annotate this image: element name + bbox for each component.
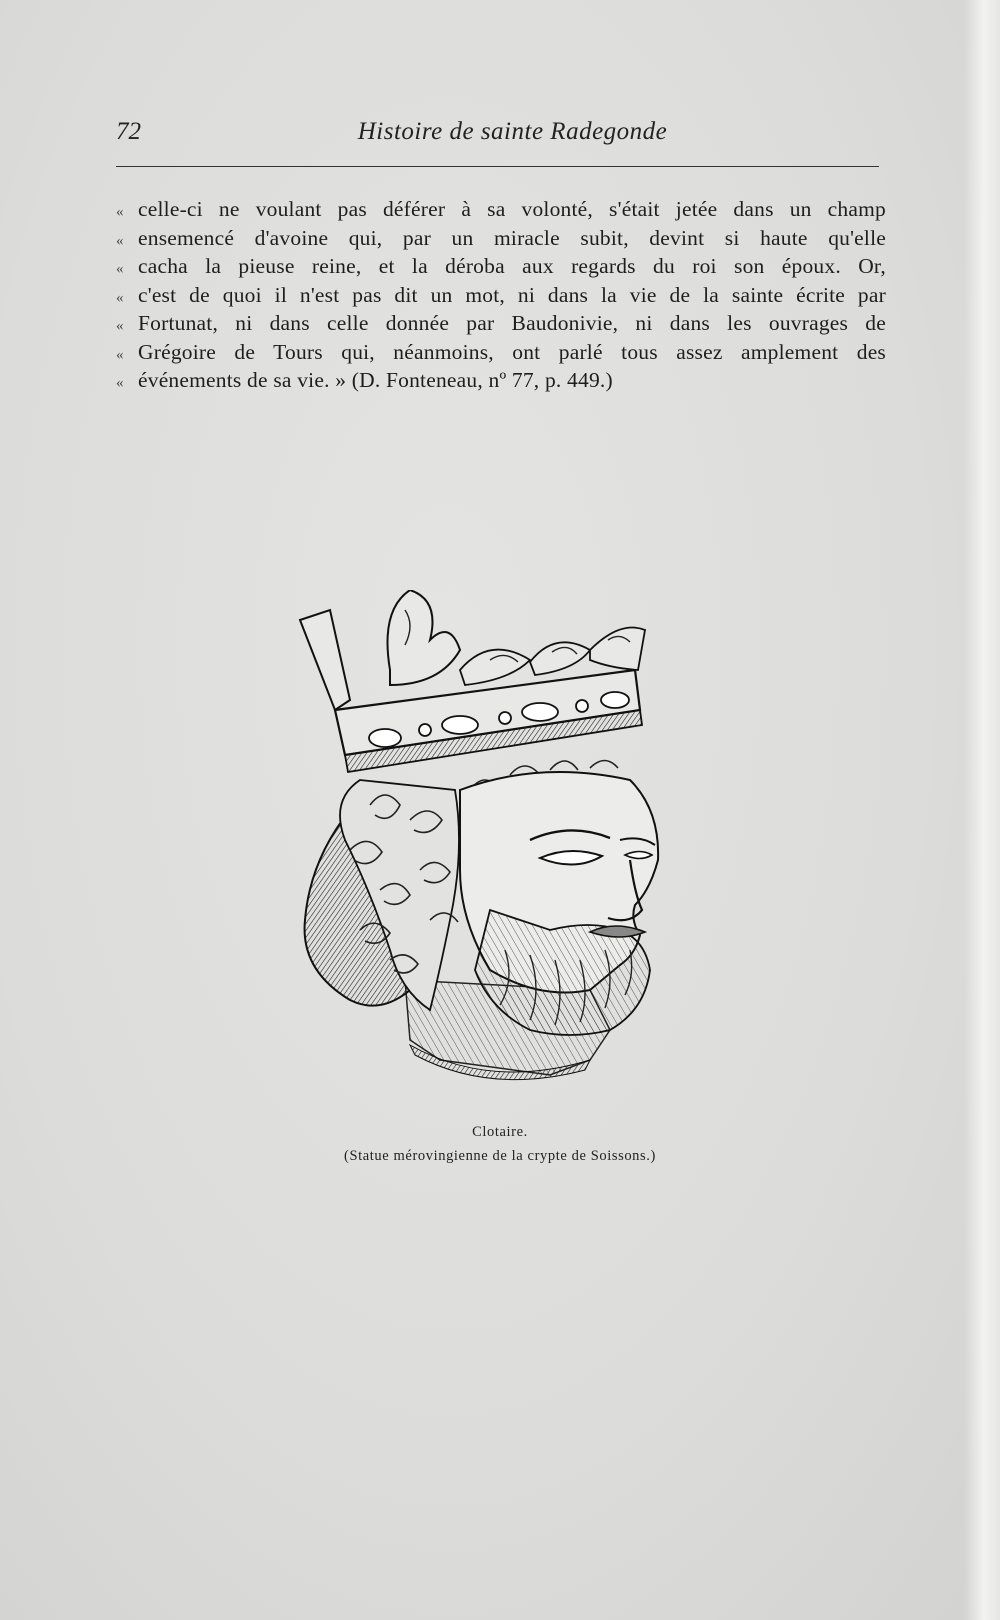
quote-mark: « xyxy=(116,232,124,249)
body-text xyxy=(116,195,886,395)
quote-mark: « xyxy=(116,289,124,306)
text-line xyxy=(116,224,886,253)
figure-caption-title: Clotaire. xyxy=(472,1124,528,1140)
page-edge-shadow xyxy=(964,0,1000,1620)
text-line xyxy=(116,252,886,281)
quote-mark: « xyxy=(116,375,124,391)
text-line xyxy=(116,366,886,395)
text-line xyxy=(116,195,886,224)
figure-caption-subtitle: (Statue mérovingienne de la crypte de Soissons.) xyxy=(344,1148,656,1164)
quote-mark: « xyxy=(116,261,124,277)
line-text: celle-ci ne voulant pas déférer à sa volonté, s'était jetée dans un champ xyxy=(138,197,886,221)
page-number: 72 xyxy=(116,118,141,145)
line-text: cacha la pieuse reine, et la déroba aux regards du roi son époux. Or, xyxy=(138,254,886,278)
line-text: événements de sa vie. » (D. Fonteneau, nº 77, p. 449.) xyxy=(138,368,613,392)
line-text: ensemencé d'avoine qui, par un miracle subit, devint si haute qu'elle xyxy=(138,225,886,250)
quote-mark: « xyxy=(116,204,124,220)
line-text: c'est de quoi il n'est pas dit un mot, ni dans la vie de la sainte écrite par xyxy=(138,282,886,307)
text-line xyxy=(116,309,886,338)
text-line xyxy=(116,338,886,367)
crowned-head-illustration xyxy=(290,590,690,1110)
line-text: Grégoire de Tours qui, néanmoins, ont parlé tous assez amplement des xyxy=(138,339,886,364)
header-rule xyxy=(116,166,879,167)
line-text: Fortunat, ni dans celle donnée par Baudonivie, ni dans les ouvrages de xyxy=(138,311,886,335)
page-header xyxy=(116,112,879,152)
clotaire-engraving xyxy=(290,590,690,1110)
quote-mark: « xyxy=(116,346,124,363)
text-line xyxy=(116,281,886,310)
running-title: Histoire de sainte Radegonde xyxy=(357,118,668,145)
quote-mark: « xyxy=(116,318,124,334)
